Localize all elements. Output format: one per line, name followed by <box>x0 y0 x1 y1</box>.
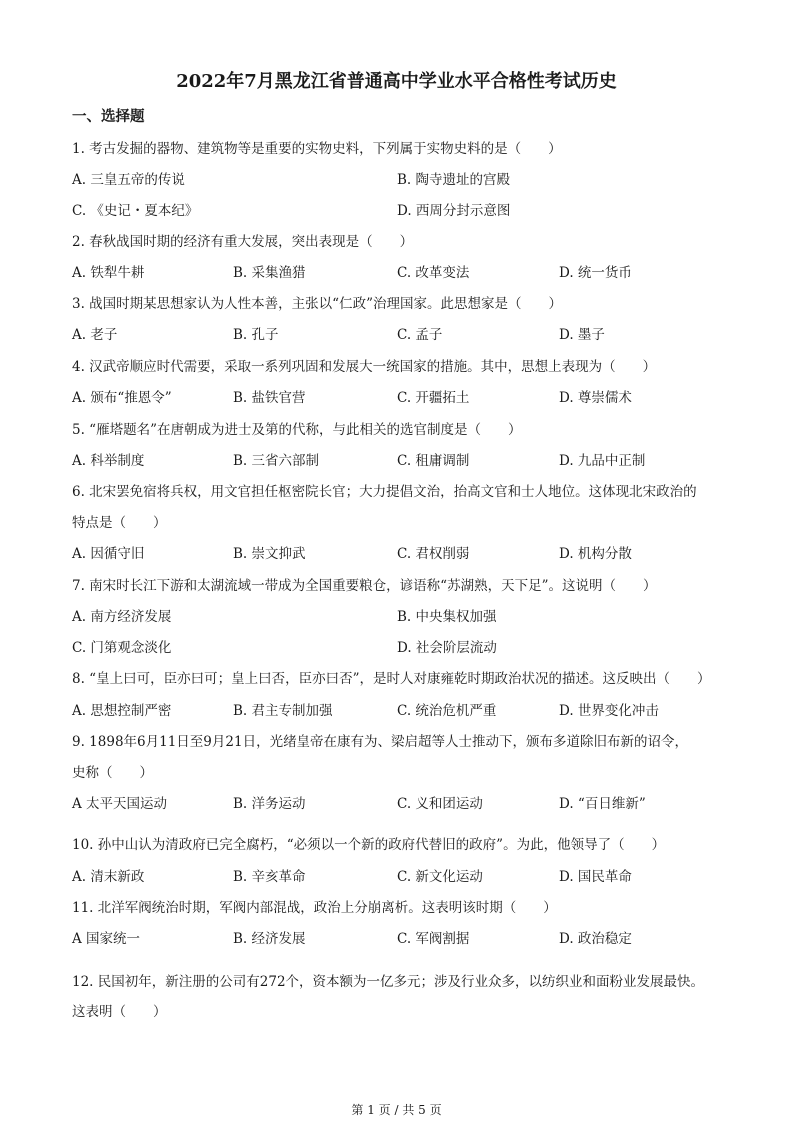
option-d: D. 墨子 <box>559 327 605 343</box>
option-a: A. 思想控制严密 <box>72 703 172 719</box>
option-b: B. 经济发展 <box>233 931 306 947</box>
option-a: A. 三皇五帝的传说 <box>72 172 185 188</box>
question-stem: 8. “皇上曰可，臣亦曰可；皇上曰否，臣亦曰否”，是时人对康雍乾时期政治状况的描述。这反映出（ ） <box>72 671 711 687</box>
option-a: A. 铁犁牛耕 <box>72 265 145 281</box>
question-stem: 9. 1898年6月11日至9月21日，光绪皇帝在康有为、梁启超等人士推动下，颁布多道除旧布新的诏令， <box>72 734 689 750</box>
question-stem: 11. 北洋军阀统治时期，军阀内部混战，政治上分崩离析。这表明该时期（ ） <box>72 900 557 916</box>
option-c: C. 义和团运动 <box>397 796 483 812</box>
option-b: B. 盐铁官营 <box>233 390 306 406</box>
question-stem: 2. 春秋战国时期的经济有重大发展，突出表现是（ ） <box>72 234 414 250</box>
option-b: B. 三省六部制 <box>233 453 320 469</box>
question-stem: 12. 民国初年，新注册的公司有272个，资本额为一亿多元；涉及行业众多，以纺织业和面粉业发展最快。 <box>72 974 705 990</box>
option-c: C. 统治危机严重 <box>397 703 497 719</box>
option-d: D. 国民革命 <box>559 869 632 885</box>
option-c: C. 《史记・夏本纪》 <box>72 203 199 219</box>
option-b: B. 中央集权加强 <box>397 609 497 625</box>
option-c: C. 新文化运动 <box>397 869 483 885</box>
question-stem-continued: 特点是（ ） <box>72 515 167 531</box>
option-a: A. 清末新政 <box>72 869 145 885</box>
section-heading: 一、选择题 <box>72 108 145 125</box>
option-d: D. 尊崇儒术 <box>559 390 632 406</box>
option-c: C. 君权削弱 <box>397 546 470 562</box>
option-a: A. 颁布“推恩令” <box>72 390 172 406</box>
option-a: A. 因循守旧 <box>72 546 145 562</box>
option-a: A. 科举制度 <box>72 453 145 469</box>
option-b: B. 君主专制加强 <box>233 703 333 719</box>
option-d: D. 机构分散 <box>559 546 632 562</box>
option-a: A 国家统一 <box>72 931 141 947</box>
option-d: D. 社会阶层流动 <box>397 640 497 656</box>
option-c: C. 军阀割据 <box>397 931 470 947</box>
option-c: C. 改革变法 <box>397 265 470 281</box>
option-b: B. 洋务运动 <box>233 796 306 812</box>
option-b: B. 孔子 <box>233 327 279 343</box>
option-c: C. 开疆拓土 <box>397 390 470 406</box>
question-stem: 5. “雁塔题名”在唐朝成为进士及第的代称，与此相关的选官制度是（ ） <box>72 422 522 438</box>
option-d: D. 统一货币 <box>559 265 632 281</box>
option-d: D. 九品中正制 <box>559 453 646 469</box>
option-d: D. 西周分封示意图 <box>397 203 511 219</box>
question-stem: 4. 汉武帝顺应时代需要，采取一系列巩固和发展大一统国家的措施。其中，思想上表现为（ ） <box>72 359 657 375</box>
question-stem: 1. 考古发掘的器物、建筑物等是重要的实物史料，下列属于实物史料的是（ ） <box>72 141 562 157</box>
option-b: B. 采集渔猎 <box>233 265 306 281</box>
option-a: A. 南方经济发展 <box>72 609 172 625</box>
question-stem: 7. 南宋时长江下游和太湖流域一带成为全国重要粮仓，谚语称“苏湖熟，天下足”。这说明（ ） <box>72 578 657 594</box>
question-stem-continued: 这表明（ ） <box>72 1004 167 1020</box>
option-c: C. 孟子 <box>397 327 443 343</box>
option-d: D. “百日维新” <box>559 796 646 812</box>
page-title: 2022年7月黑龙江省普通高中学业水平合格性考试历史 <box>176 71 617 92</box>
option-b: B. 崇文抑武 <box>233 546 306 562</box>
page-footer: 第 1 页 / 共 5 页 <box>351 1103 442 1117</box>
option-d: D. 世界变化冲击 <box>559 703 659 719</box>
question-stem: 10. 孙中山认为清政府已完全腐朽，“必须以一个新的政府代替旧的政府”。为此，他领导了（ ） <box>72 837 666 853</box>
option-b: B. 陶寺遗址的宫殿 <box>397 172 511 188</box>
question-stem: 6. 北宋罢免宿将兵权，用文官担任枢密院长官；大力提倡文治，抬高文官和士人地位。这体现北宋政治的 <box>72 484 697 500</box>
option-d: D. 政治稳定 <box>559 931 632 947</box>
question-stem: 3. 战国时期某思想家认为人性本善，主张以“仁政”治理国家。此思想家是（ ） <box>72 296 562 312</box>
option-b: B. 辛亥革命 <box>233 869 306 885</box>
option-c: C. 租庸调制 <box>397 453 470 469</box>
option-a: A 太平天国运动 <box>72 796 168 812</box>
option-c: C. 门第观念淡化 <box>72 640 172 656</box>
option-a: A. 老子 <box>72 327 118 343</box>
question-stem-continued: 史称（ ） <box>72 765 153 781</box>
